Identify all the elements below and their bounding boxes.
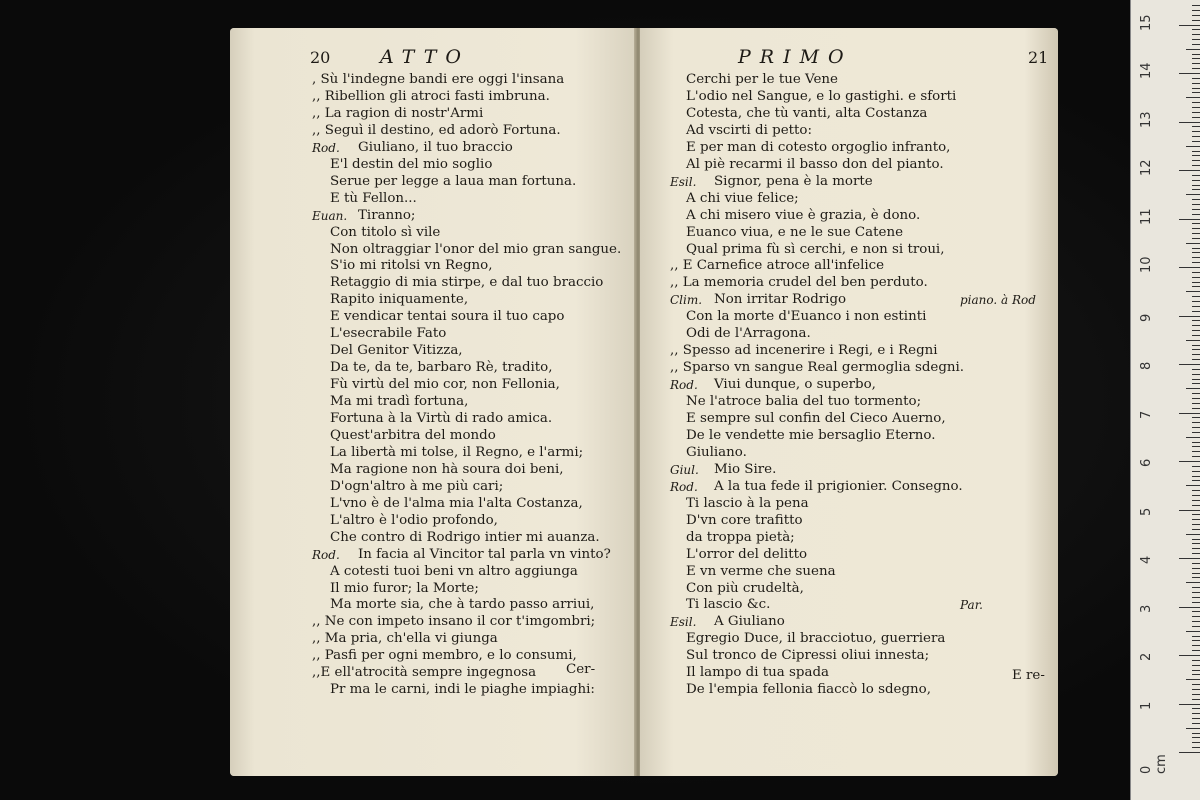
speaker-label: Giul. <box>670 462 699 477</box>
ruler-tick <box>1186 534 1200 535</box>
ruler-tick <box>1192 301 1200 302</box>
ruler-tick <box>1192 306 1200 307</box>
ruler-tick <box>1179 558 1200 559</box>
verse-line: Pr ma le carni, indi le piaghe impiaghi: <box>330 682 595 698</box>
ruler-tick <box>1192 398 1200 399</box>
ruler-tick <box>1192 514 1200 515</box>
ruler-tick <box>1192 58 1200 59</box>
ruler-tick <box>1179 122 1200 123</box>
ruler-tick <box>1192 180 1200 181</box>
verse-line: Con la morte d'Euanco i non estinti <box>686 309 927 325</box>
ruler-tick <box>1179 413 1200 414</box>
ruler-tick <box>1192 54 1200 55</box>
verse-line: D'ogn'altro à me più cari; <box>330 478 504 494</box>
ruler-tick <box>1192 539 1200 540</box>
verse-line: D'vn core trafitto <box>686 512 803 528</box>
ruler-tick <box>1192 238 1200 239</box>
verse-line: L'odio nel Sangue, e lo gastighi. e sforti <box>686 88 957 104</box>
verse-line: Ma mi tradì fortuna, <box>330 394 469 410</box>
ruler-tick <box>1192 248 1200 249</box>
ruler-tick <box>1192 626 1200 627</box>
ruler-tick <box>1192 349 1200 350</box>
ruler-tick <box>1192 330 1200 331</box>
ruler-tick <box>1192 713 1200 714</box>
ruler-tick <box>1179 461 1200 462</box>
ruler-tick <box>1186 485 1200 486</box>
ruler-label: 0 cm <box>1139 754 1169 774</box>
ruler-tick <box>1186 49 1200 50</box>
ruler-tick <box>1192 490 1200 491</box>
ruler-tick <box>1192 117 1200 118</box>
ruler-tick <box>1192 228 1200 229</box>
ruler-tick <box>1192 88 1200 89</box>
ruler-label: 6 <box>1139 458 1154 467</box>
ruler-tick <box>1192 233 1200 234</box>
verse-line: Retaggio di mia stirpe, e dal tuo braccio <box>330 275 604 291</box>
ruler-tick <box>1192 592 1200 593</box>
ruler-tick <box>1179 607 1200 608</box>
ruler-tick <box>1192 519 1200 520</box>
verse-line: E vn verme che suena <box>686 563 836 579</box>
verse-line: Odi de l'Arragona. <box>686 326 811 342</box>
ruler-tick <box>1192 636 1200 637</box>
verse-line: Sul tronco de Cipressi oliui innesta; <box>686 648 930 664</box>
ruler-label: 5 <box>1139 507 1154 516</box>
ruler-tick <box>1192 10 1200 11</box>
ruler-tick <box>1192 160 1200 161</box>
speaker-label: Rod. <box>312 547 340 562</box>
verse-line: Ti lascio &c. <box>686 597 771 613</box>
speaker-label: Euan. <box>312 208 348 223</box>
ruler-tick <box>1186 97 1200 98</box>
verse-line: Mio Sire. <box>714 461 777 477</box>
verse-line: Giuliano, il tuo braccio <box>358 139 513 155</box>
ruler-tick <box>1192 189 1200 190</box>
verse-line: A la tua fede il prigionier. Consegno. <box>714 478 963 494</box>
ruler-tick <box>1192 311 1200 312</box>
verse-line: A Giuliano <box>714 614 785 630</box>
stage-direction: Par. <box>960 598 983 613</box>
ruler-tick <box>1192 553 1200 554</box>
ruler-tick <box>1192 577 1200 578</box>
ruler-tick <box>1192 543 1200 544</box>
running-head: ATTO <box>380 46 470 68</box>
verse-line: A chi viue felice; <box>686 190 799 206</box>
verse-line: De l'empia fellonia fiaccò lo sdegno, <box>686 682 931 698</box>
ruler-tick <box>1192 286 1200 287</box>
ruler-tick <box>1192 136 1200 137</box>
verse-line: Ti lascio à la pena <box>686 495 809 511</box>
ruler-tick <box>1192 451 1200 452</box>
verse-line: L'altro è l'odio profondo, <box>330 512 498 528</box>
ruler-tick <box>1192 369 1200 370</box>
ruler-tick <box>1192 524 1200 525</box>
ruler-tick <box>1192 737 1200 738</box>
ruler-tick <box>1192 403 1200 404</box>
ruler-tick <box>1192 102 1200 103</box>
ruler-label: 8 <box>1139 361 1154 370</box>
ruler-tick <box>1192 15 1200 16</box>
ruler-tick <box>1192 379 1200 380</box>
verse-line: Qual prima fù sì cerchi, e non si troui, <box>686 241 945 257</box>
ruler-tick <box>1179 267 1200 268</box>
ruler-tick <box>1186 146 1200 147</box>
ruler-tick <box>1192 699 1200 700</box>
ruler-tick <box>1192 427 1200 428</box>
verse-line: ,, Seguì il destino, ed adorò Fortuna. <box>312 122 561 138</box>
verse-line: Del Genitor Vitizza, <box>330 343 463 359</box>
ruler-tick <box>1192 209 1200 210</box>
ruler-tick <box>1192 480 1200 481</box>
verse-line: La libertà mi tolse, il Regno, e l'armi; <box>330 444 584 460</box>
left-page <box>230 28 636 776</box>
ruler-tick <box>1186 631 1200 632</box>
ruler-tick <box>1192 442 1200 443</box>
ruler-tick <box>1192 155 1200 156</box>
ruler-tick <box>1192 20 1200 21</box>
ruler-tick <box>1192 107 1200 108</box>
verse-line: Cotesta, che tù vanti, alta Costanza <box>686 105 928 121</box>
ruler-tick <box>1192 335 1200 336</box>
ruler-label: 1 <box>1139 701 1154 710</box>
ruler-tick <box>1179 510 1200 511</box>
verse-line: Che contro di Rodrigo intier mi auanza. <box>330 529 600 545</box>
ruler-label: 7 <box>1139 410 1154 419</box>
ruler-tick <box>1192 262 1200 263</box>
ruler-tick <box>1192 422 1200 423</box>
ruler-tick <box>1192 345 1200 346</box>
verse-line: Fù virtù del mio cor, non Fellonia, <box>330 377 560 393</box>
verse-line: E'l destin del mio soglio <box>330 156 493 172</box>
ruler-tick <box>1192 296 1200 297</box>
verse-line: Non irritar Rodrigo <box>714 292 847 308</box>
verse-line: da troppa pietà; <box>686 529 795 545</box>
ruler-label: 2 <box>1139 652 1154 661</box>
verse-line: Signor, pena è la morte <box>714 173 873 189</box>
ruler-tick <box>1192 500 1200 501</box>
ruler-tick <box>1179 219 1200 220</box>
ruler-tick <box>1179 704 1200 705</box>
ruler-tick <box>1192 141 1200 142</box>
ruler-tick <box>1192 5 1200 6</box>
ruler-tick <box>1192 723 1200 724</box>
ruler-tick <box>1192 718 1200 719</box>
ruler-tick <box>1192 708 1200 709</box>
ruler-tick <box>1192 650 1200 651</box>
ruler-tick <box>1192 611 1200 612</box>
ruler-tick <box>1192 548 1200 549</box>
ruler-tick <box>1192 199 1200 200</box>
right-page <box>640 28 1058 776</box>
verse-line: L'orror del delitto <box>686 546 808 562</box>
ruler-tick <box>1192 185 1200 186</box>
ruler-tick <box>1192 689 1200 690</box>
ruler-tick <box>1192 214 1200 215</box>
verse-line: Ma morte sia, che à tardo passo arriui, <box>330 597 595 613</box>
ruler-tick <box>1192 325 1200 326</box>
verse-line: Tiranno; <box>358 207 416 223</box>
ruler-tick <box>1192 602 1200 603</box>
ruler-label: 3 <box>1139 604 1154 613</box>
verse-line: A cotesti tuoi beni vn altro aggiunga <box>330 563 578 579</box>
ruler-tick <box>1192 78 1200 79</box>
verse-line: De le vendette mie bersaglio Eterno. <box>686 427 936 443</box>
verse-line: Il mio furor; la Morte; <box>330 580 479 596</box>
verse-line: Quest'arbitra del mondo <box>330 427 496 443</box>
ruler-tick <box>1192 131 1200 132</box>
open-book <box>230 28 1058 776</box>
speaker-label: Esil. <box>670 615 697 630</box>
verse-line: ,, Spesso ad incenerire i Regi, e i Regni <box>670 343 938 359</box>
verse-line: Cerchi per le tue Vene <box>686 72 838 87</box>
verse-line: E tù Fellon... <box>330 190 417 206</box>
speaker-label: Rod. <box>670 378 698 393</box>
ruler-tick <box>1192 204 1200 205</box>
ruler-label: 13 <box>1139 110 1154 128</box>
ruler-tick <box>1192 432 1200 433</box>
ruler-tick <box>1192 252 1200 253</box>
ruler-tick <box>1192 674 1200 675</box>
ruler-tick <box>1192 272 1200 273</box>
ruler-tick <box>1179 73 1200 74</box>
page-number: 20 <box>310 48 331 67</box>
verse-line: ,, Pasfi per ogni membro, e lo consumi, <box>312 648 577 664</box>
verse-line: Ma ragione non hà soura doi beni, <box>330 461 564 477</box>
ruler-tick <box>1186 291 1200 292</box>
ruler-tick <box>1192 733 1200 734</box>
verse-line: , Sù l'indegne bandi ere oggi l'insana <box>312 72 565 87</box>
ruler-label: 4 <box>1139 555 1154 564</box>
verse-line: ,, La memoria crudel del ben perduto. <box>670 275 928 291</box>
ruler-tick <box>1186 679 1200 680</box>
ruler-label: 10 <box>1139 256 1154 273</box>
ruler-tick <box>1192 408 1200 409</box>
ruler-tick <box>1192 446 1200 447</box>
ruler-tick <box>1192 277 1200 278</box>
ruler-tick <box>1192 456 1200 457</box>
ruler-tick <box>1192 68 1200 69</box>
verse-line: In facia al Vincitor tal parla vn vinto? <box>358 546 611 562</box>
catchword: Cer- <box>566 662 596 677</box>
verse-line: Giuliano. <box>686 444 747 460</box>
ruler-tick <box>1192 476 1200 477</box>
ruler-tick <box>1192 44 1200 45</box>
ruler-tick <box>1192 126 1200 127</box>
scale-ruler <box>1130 0 1200 800</box>
ruler-tick <box>1192 354 1200 355</box>
ruler-tick <box>1192 495 1200 496</box>
ruler-tick <box>1192 621 1200 622</box>
verse-line: E sempre sul confin del Cieco Auerno, <box>686 411 946 426</box>
ruler-tick <box>1192 563 1200 564</box>
ruler-tick <box>1192 112 1200 113</box>
verse-line: E vendicar tentai soura il tuo capo <box>330 309 565 325</box>
ruler-tick <box>1192 529 1200 530</box>
ruler-tick <box>1192 282 1200 283</box>
ruler-tick <box>1192 175 1200 176</box>
ruler-tick <box>1192 374 1200 375</box>
ruler-tick <box>1192 660 1200 661</box>
running-head: PRIMO <box>738 46 853 68</box>
ruler-label: 11 <box>1139 207 1154 225</box>
verse-line: ,, Ne con impeto insano il cor t'imgombri; <box>312 614 596 630</box>
verse-line: Il lampo di tua spada <box>686 665 830 681</box>
verse-line: Al piè recarmi il basso don del pianto. <box>686 156 944 172</box>
verse-line: Viui dunque, o superbo, <box>714 377 876 393</box>
verse-line: ,, La ragion di nostr'Armi <box>312 105 484 121</box>
ruler-tick <box>1186 388 1200 389</box>
verse-line: Serue per legge a laua man fortuna. <box>330 173 577 189</box>
ruler-tick <box>1192 616 1200 617</box>
verse-line: A chi misero viue è grazia, è dono. <box>686 207 921 223</box>
ruler-tick <box>1192 92 1200 93</box>
ruler-label: 14 <box>1139 62 1154 79</box>
ruler-tick <box>1192 417 1200 418</box>
ruler-tick <box>1192 670 1200 671</box>
verse-line: Euanco viua, e ne le sue Catene <box>686 224 904 240</box>
ruler-tick <box>1179 316 1200 317</box>
ruler-tick <box>1192 684 1200 685</box>
ruler-tick <box>1192 29 1200 30</box>
ruler-tick <box>1192 466 1200 467</box>
verse-line: ,, Ma pria, ch'ella vi giunga <box>312 631 498 647</box>
verse-line: L'esecrabile Fato <box>330 326 447 342</box>
ruler-tick <box>1192 393 1200 394</box>
ruler-tick <box>1192 597 1200 598</box>
stage-direction: piano. à Rod <box>960 293 1036 308</box>
verse-line: Fortuna à la Virtù di rado amica. <box>330 411 553 426</box>
verse-line: ,,E ell'atrocità sempre ingegnosa <box>312 665 537 681</box>
ruler-tick <box>1192 568 1200 569</box>
verse-line: ,, E Carnefice atroce all'infelice <box>670 258 885 274</box>
ruler-tick <box>1192 694 1200 695</box>
ruler-tick <box>1192 223 1200 224</box>
ruler-tick <box>1179 752 1200 753</box>
ruler-tick <box>1192 39 1200 40</box>
ruler-tick <box>1192 83 1200 84</box>
verse-line: L'vno è de l'alma mia l'alta Costanza, <box>330 495 583 511</box>
ruler-tick <box>1192 257 1200 258</box>
ruler-tick <box>1179 364 1200 365</box>
ruler-tick <box>1192 34 1200 35</box>
ruler-tick <box>1192 320 1200 321</box>
ruler-tick <box>1192 471 1200 472</box>
speaker-label: Rod. <box>312 140 340 155</box>
verse-line: S'io mi ritolsi vn Regno, <box>330 258 493 274</box>
ruler-tick <box>1192 665 1200 666</box>
ruler-tick <box>1186 582 1200 583</box>
catchword: E re- <box>1012 668 1045 683</box>
speaker-label: Clim. <box>670 293 703 308</box>
verse-line: E per man di cotesto orgoglio infranto, <box>686 139 951 155</box>
ruler-tick <box>1179 25 1200 26</box>
speaker-label: Esil. <box>670 174 697 189</box>
verse-line: ,, Sparso vn sangue Real germoglia sdegni. <box>670 360 965 376</box>
ruler-tick <box>1192 165 1200 166</box>
ruler-tick <box>1192 573 1200 574</box>
ruler-tick <box>1192 505 1200 506</box>
ruler-tick <box>1192 587 1200 588</box>
ruler-tick <box>1192 747 1200 748</box>
verse-line: Non oltraggiar l'onor del mio gran sangue. <box>330 241 622 257</box>
ruler-tick <box>1179 170 1200 171</box>
verse-line: Con titolo sì vile <box>330 224 441 240</box>
ruler-tick <box>1192 645 1200 646</box>
ruler-tick <box>1192 63 1200 64</box>
verse-line: Ad vscirti di petto: <box>686 122 812 138</box>
ruler-tick <box>1186 243 1200 244</box>
speaker-label: Rod. <box>670 479 698 494</box>
verse-line: Da te, da te, barbaro Rè, tradito, <box>330 360 553 376</box>
ruler-tick <box>1192 742 1200 743</box>
verse-line: Rapito iniquamente, <box>330 292 469 308</box>
verse-line: Ne l'atroce balia del tuo tormento; <box>686 394 922 410</box>
ruler-tick <box>1186 728 1200 729</box>
ruler-tick <box>1186 340 1200 341</box>
ruler-tick <box>1179 655 1200 656</box>
ruler-label: 12 <box>1139 159 1154 176</box>
verse-line: ,, Ribellion gli atroci fasti imbruna. <box>312 88 550 104</box>
ruler-tick <box>1186 194 1200 195</box>
ruler-tick <box>1192 383 1200 384</box>
page-number: 21 <box>1028 48 1049 67</box>
verse-line: Con più crudeltà, <box>686 580 804 596</box>
ruler-tick <box>1192 640 1200 641</box>
ruler-tick <box>1186 437 1200 438</box>
ruler-label: 9 <box>1139 313 1154 322</box>
ruler-label: 15 <box>1139 13 1154 31</box>
ruler-tick <box>1192 359 1200 360</box>
ruler-tick <box>1192 151 1200 152</box>
verse-line: Egregio Duce, il bracciotuo, guerriera <box>686 631 946 647</box>
